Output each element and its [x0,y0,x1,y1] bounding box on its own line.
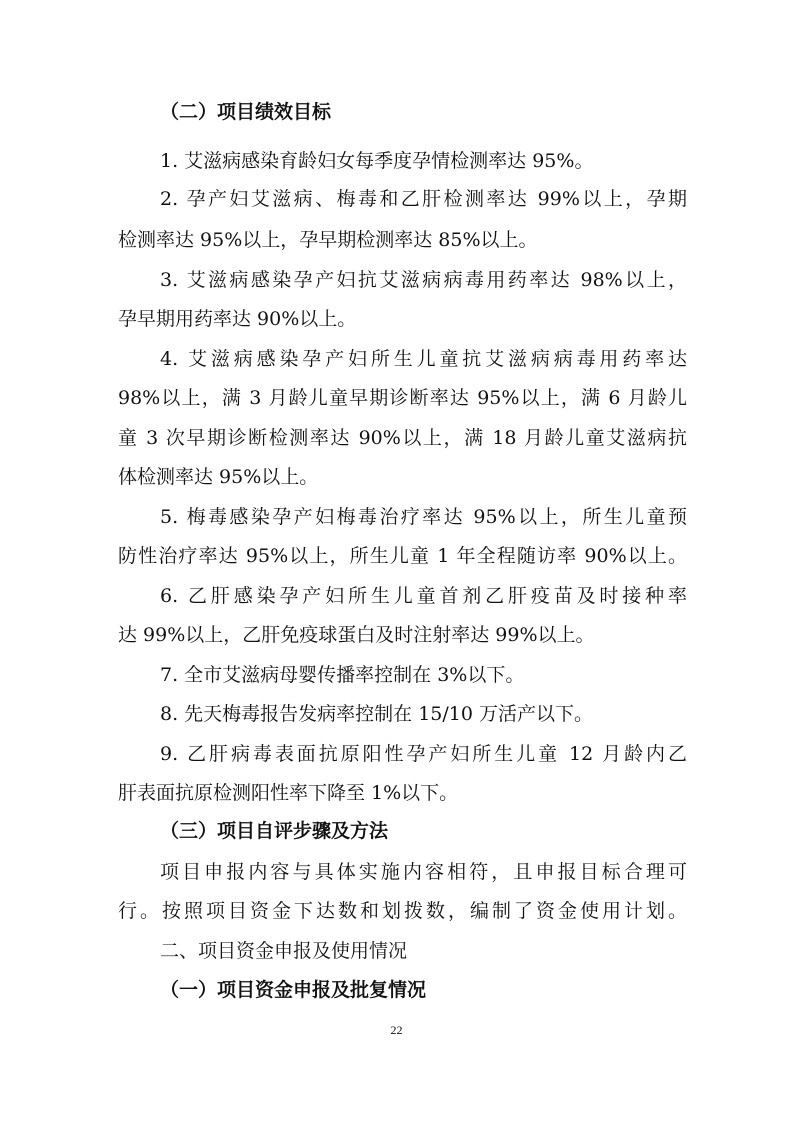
section-funding-title: 二、项目资金申报及使用情况 [160,940,408,962]
item-4-line-1: 4. 艾滋病感染孕产妇所生儿童抗艾滋病病毒用药率达 [160,348,687,370]
self-eval-line-1: 项目申报内容与具体实施内容相符，且申报目标合理可 [160,861,687,883]
item-5-line-1: 5. 梅毒感染孕产妇梅毒治疗率达 95%以上，所生儿童预 [160,506,687,528]
item-4-line-2: 98%以上，满 3 月龄儿童早期诊断率达 95%以上，满 6 月龄儿 [118,387,687,409]
item-4-line-3: 童 3 次早期诊断检测率达 90%以上，满 18 月龄儿童艾滋病抗 [118,427,687,449]
item-6-line-1: 6. 乙肝感染孕产妇所生儿童首剂乙肝疫苗及时接种率 [160,585,687,607]
item-3-line-2: 孕早期用药率达 90%以上。 [118,308,357,330]
item-1-line-1: 1. 艾滋病感染育龄妇女每季度孕情检测率达 95%。 [160,150,594,172]
heading-performance-goals: （二）项目绩效目标 [160,101,332,123]
page-number: 22 [390,1023,403,1037]
heading-funding-approval: （一）项目资金申报及批复情况 [160,979,427,1001]
item-2-line-1: 2. 孕产妇艾滋病、梅毒和乙肝检测率达 99%以上，孕期 [160,188,687,210]
item-4-line-4: 体检测率达 95%以上。 [118,466,319,488]
item-7-line-1: 7. 全市艾滋病母婴传播率控制在 3%以下。 [160,664,525,686]
item-2-line-2: 检测率达 95%以上，孕早期检测率达 85%以上。 [118,229,538,251]
item-5-line-2: 防性治疗率达 95%以上，所生儿童 1 年全程随访率 90%以上。 [118,545,687,567]
item-9-line-1: 9. 乙肝病毒表面抗原阳性孕产妇所生儿童 12 月龄内乙 [160,743,687,765]
heading-self-evaluation: （三）项目自评步骤及方法 [160,820,389,842]
item-9-line-2: 肝表面抗原检测阳性率下降至 1%以下。 [118,782,459,804]
item-3-line-1: 3. 艾滋病感染孕产妇抗艾滋病病毒用药率达 98%以上， [160,269,687,291]
item-8-line-1: 8. 先天梅毒报告发病率控制在 15/10 万活产以下。 [160,703,594,725]
self-eval-line-2: 行。按照项目资金下达数和划拨数，编制了资金使用计划。 [118,900,687,922]
item-6-line-2: 达 99%以上，乙肝免疫球蛋白及时注射率达 99%以上。 [118,624,595,646]
